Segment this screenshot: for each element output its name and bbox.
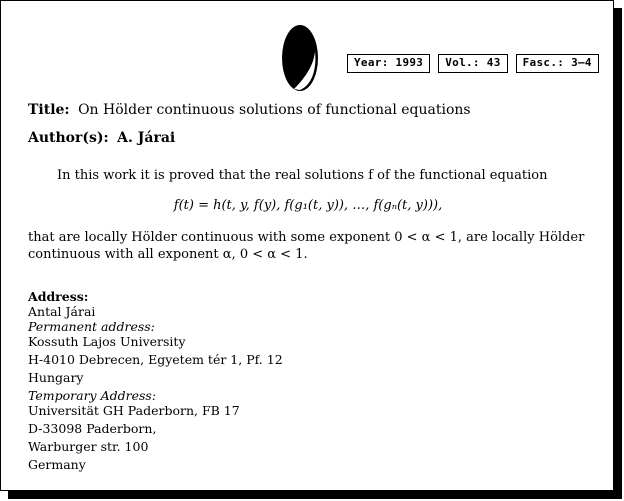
permanent-address-line: Kossuth Lajos University xyxy=(28,334,186,349)
address-heading: Address: xyxy=(28,289,89,304)
temporary-address-line: Germany xyxy=(28,457,86,472)
authors-label: Author(s): xyxy=(28,130,109,146)
volume-badge: Vol.: 43 xyxy=(438,54,507,73)
title-label: Title: xyxy=(28,102,70,118)
author-line xyxy=(28,130,175,146)
author-name: Antal Járai xyxy=(28,304,96,319)
title-line xyxy=(28,102,471,118)
issue-badges xyxy=(347,54,599,73)
journal-logo-icon xyxy=(280,23,320,93)
temporary-address-line: D-33098 Paderborn, xyxy=(28,421,157,436)
temporary-address-label: Temporary Address: xyxy=(28,388,157,403)
fascicle-badge: Fasc.: 3–4 xyxy=(516,54,599,73)
abstract-intro: In this work it is proved that the real solutions f of the functional equation xyxy=(57,168,548,183)
abstract-continuation: that are locally Hölder continuous with some exponent 0 < α < 1, are locally Hölder continuous with all exponent α, 0 < α < 1. xyxy=(28,230,585,262)
permanent-address-line: H-4010 Debrecen, Egyetem tér 1, Pf. 12 xyxy=(28,352,283,367)
functional-equation: f(t) = h(t, y, f(y), f(g₁(t, y)), …, f(gₙ(t, y))), xyxy=(173,198,443,213)
address-block xyxy=(28,289,283,472)
paper-title: On Hölder continuous solutions of functional equations xyxy=(78,102,471,118)
temporary-address-line: Warburger str. 100 xyxy=(28,439,149,454)
year-badge: Year: 1993 xyxy=(347,54,430,73)
permanent-address-label: Permanent address: xyxy=(28,319,155,334)
temporary-address-line: Universität GH Paderborn, FB 17 xyxy=(28,403,240,418)
permanent-address-line: Hungary xyxy=(28,370,84,385)
paper-authors: A. Járai xyxy=(117,130,176,146)
